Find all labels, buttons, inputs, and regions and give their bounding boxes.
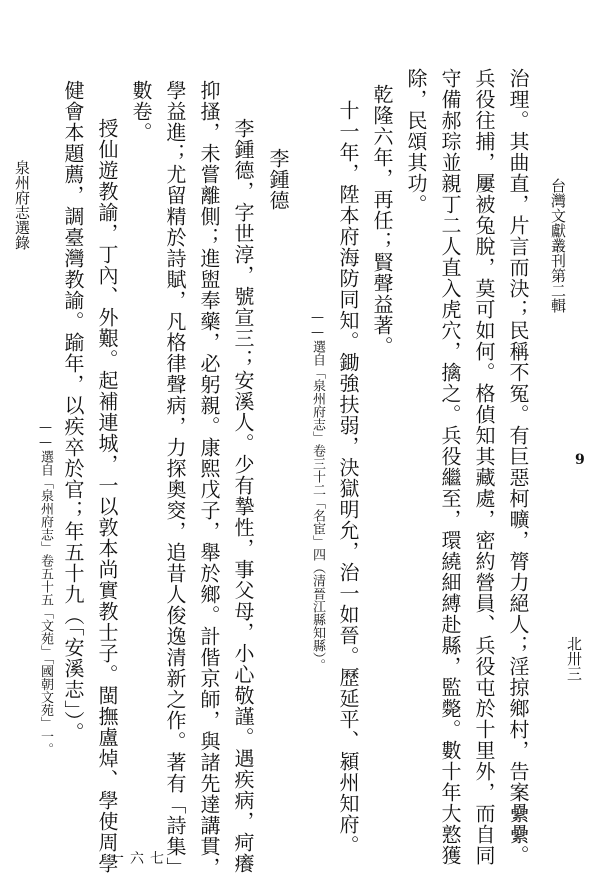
bio-column-5: 授仙遊教諭，丁內、外艱。起補連城，一以敦本尚實教士子。閩撫盧焯、學使周學 (95, 118, 119, 874)
text-column-6: 十一年，陞本府海防同知。鋤強扶弱，決獄明允，治一如晉。歷延平、潁州知府。 (336, 100, 360, 856)
source-note-2: ——選自「泉州府志」卷五十五「文苑」「國朝文苑」一。 (38, 420, 53, 756)
page-number: 一六七 (110, 851, 170, 867)
bio-column-2: 抑搔，未嘗離側；進盥奉藥，必躬親。康熙戊子，舉於鄉。計偕京師，與諸先達講貫， (197, 80, 221, 878)
corner-label: 北卅三 (565, 636, 583, 681)
text-column-4: 除，民頌其功。 (404, 68, 428, 215)
section-heading: 李鍾德 (266, 148, 290, 211)
bio-column-3: 學益進；尤留精於詩賦，凡格律聲病，力探奧窔，追昔人俊逸清新之作。著有「詩集」 (163, 80, 187, 878)
bio-column-4: 數卷。 (129, 80, 153, 143)
book-title: 泉州府志選錄 (13, 160, 31, 250)
bio-column-6: 健會本題薦，調臺灣教諭。踰年，以疾卒於官；年五十九（「安溪志」）。 (61, 80, 85, 743)
text-column-3: 守備郝琮並親丁二人直入虎穴，擒之。兵役繼至，環繞細縛赴縣，監斃。數十年大憝獲 (438, 68, 462, 866)
text-column-5: 乾隆六年，再任；賢聲益著。 (370, 84, 394, 357)
bio-column-1: 李鍾德，字世淳，號宣三；安溪人。少有摯性，事父母，小心敬謹。遇疾病，疴癢 (231, 118, 255, 874)
source-note-1: ——選自「泉州府志」卷三十二「名宦」四（清晉江縣知縣）。 (310, 310, 325, 672)
series-page-number: 9 (575, 452, 585, 468)
text-column-2: 兵役往捕，屢被兔脫，莫可如何。格偵知其藏處，密約營員、兵役屯於十里外，而自同 (472, 68, 496, 866)
series-title: 台灣文獻叢刊第二輯 (549, 178, 567, 313)
text-column-1: 治理。其曲直，片言而決；民稱不冤。有巨惡柯曠，膂力絕人；淫掠鄉村，告案纍纍。 (506, 68, 530, 866)
